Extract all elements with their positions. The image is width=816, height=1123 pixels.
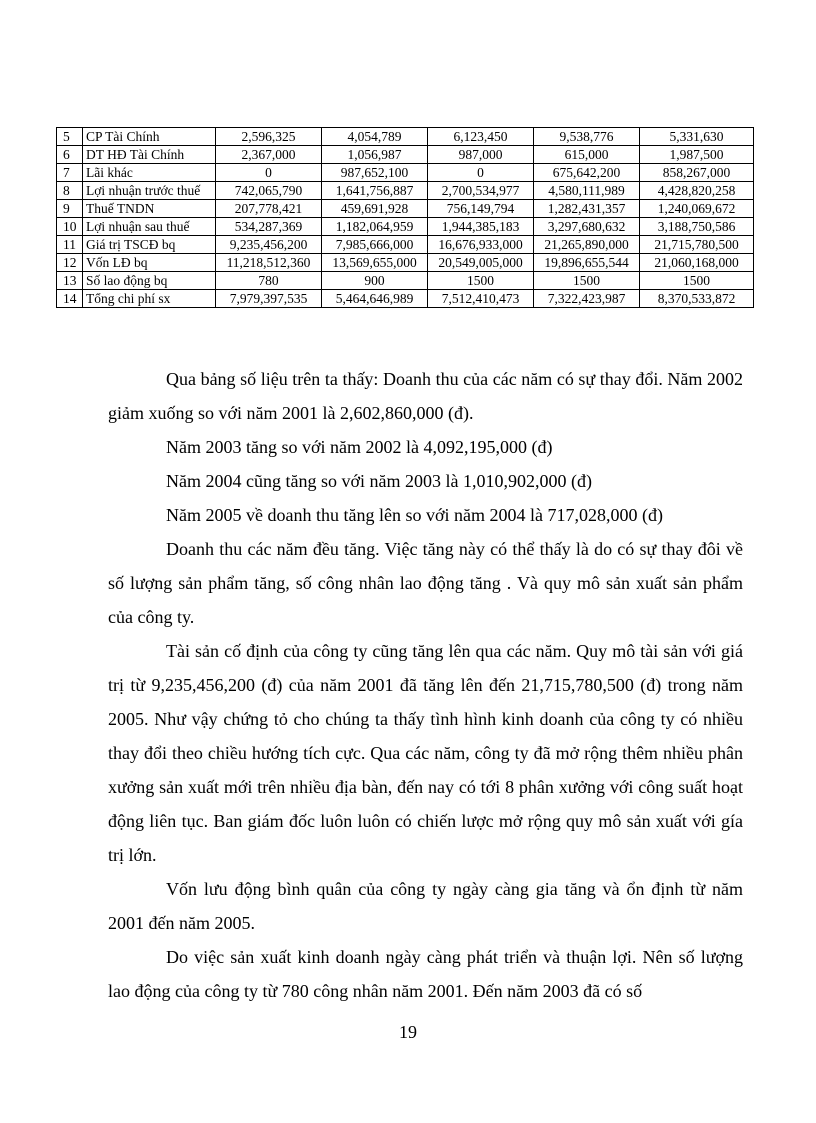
- table-cell-value: 1500: [640, 272, 754, 290]
- row-label: Số lao động bq: [83, 272, 216, 290]
- table-cell-value: 7,985,666,000: [322, 236, 428, 254]
- table-cell-value: 16,676,933,000: [428, 236, 534, 254]
- table-cell-value: 3,297,680,632: [534, 218, 640, 236]
- table-cell-value: 900: [322, 272, 428, 290]
- table-cell-value: 21,060,168,000: [640, 254, 754, 272]
- body-text: [108, 362, 743, 1008]
- table-cell-value: 7,322,423,987: [534, 290, 640, 308]
- table-cell-value: 987,000: [428, 146, 534, 164]
- table-cell-value: 7,512,410,473: [428, 290, 534, 308]
- paragraph: Vốn lưu động bình quân của công ty ngày càng gia tăng và ổn định từ năm 2001 đến năm 2005.: [108, 879, 743, 933]
- row-label: CP Tài Chính: [83, 128, 216, 146]
- table-cell-value: 21,715,780,500: [640, 236, 754, 254]
- row-number: 11: [57, 236, 83, 254]
- row-number: 14: [57, 290, 83, 308]
- row-number: 8: [57, 182, 83, 200]
- table-cell-value: 5,464,646,989: [322, 290, 428, 308]
- table-cell-value: 615,000: [534, 146, 640, 164]
- table-cell-value: 1,240,069,672: [640, 200, 754, 218]
- table-cell-value: 756,149,794: [428, 200, 534, 218]
- table-cell-value: 987,652,100: [322, 164, 428, 182]
- row-number: 12: [57, 254, 83, 272]
- table-cell-value: 11,218,512,360: [216, 254, 322, 272]
- table-cell-value: 6,123,450: [428, 128, 534, 146]
- table-cell-value: 1,944,385,183: [428, 218, 534, 236]
- table-cell-value: 1,641,756,887: [322, 182, 428, 200]
- table-cell-value: 9,235,456,200: [216, 236, 322, 254]
- table-cell-value: 534,287,369: [216, 218, 322, 236]
- table-cell-value: 459,691,928: [322, 200, 428, 218]
- table-cell-value: 1,182,064,959: [322, 218, 428, 236]
- table-cell-value: 7,979,397,535: [216, 290, 322, 308]
- row-number: 9: [57, 200, 83, 218]
- table-cell-value: 0: [428, 164, 534, 182]
- row-label: Lãi khác: [83, 164, 216, 182]
- row-label: Tổng chi phí sx: [83, 290, 216, 308]
- table-cell-value: 207,778,421: [216, 200, 322, 218]
- row-number: 6: [57, 146, 83, 164]
- table-row: [57, 218, 754, 236]
- table-cell-value: 3,188,750,586: [640, 218, 754, 236]
- table-row: [57, 254, 754, 272]
- table-row: [57, 128, 754, 146]
- table-cell-value: 858,267,000: [640, 164, 754, 182]
- table-cell-value: 20,549,005,000: [428, 254, 534, 272]
- financial-table: [56, 127, 754, 308]
- table-cell-value: 13,569,655,000: [322, 254, 428, 272]
- paragraph: Doanh thu các năm đều tăng. Việc tăng này có thể thấy là do có sự thay đôi về số lượng sản phẩm tăng, số công nhân lao động tăng . Và quy mô sản xuất sản phẩm của công ty.: [108, 539, 743, 627]
- paragraph: Năm 2005 về doanh thu tăng lên so với năm 2004 là 717,028,000 (đ): [166, 505, 663, 525]
- table-row: [57, 200, 754, 218]
- table-cell-value: 1,056,987: [322, 146, 428, 164]
- table-cell-value: 2,367,000: [216, 146, 322, 164]
- table-cell-value: 780: [216, 272, 322, 290]
- row-number: 13: [57, 272, 83, 290]
- table-row: [57, 182, 754, 200]
- table-cell-value: 1,282,431,357: [534, 200, 640, 218]
- table-cell-value: 742,065,790: [216, 182, 322, 200]
- table-cell-value: 9,538,776: [534, 128, 640, 146]
- table-cell-value: 2,596,325: [216, 128, 322, 146]
- row-label: DT HĐ Tài Chính: [83, 146, 216, 164]
- table-cell-value: 5,331,630: [640, 128, 754, 146]
- table-cell-value: 1500: [428, 272, 534, 290]
- paragraph: Do việc sản xuất kinh doanh ngày càng phát triển và thuận lợi. Nên số lượng lao động của công ty từ 780 công nhân năm 2001. Đến năm 2003 đã có số: [108, 947, 743, 1001]
- table-cell-value: 0: [216, 164, 322, 182]
- table-row: [57, 164, 754, 182]
- row-number: 5: [57, 128, 83, 146]
- paragraph: Năm 2004 cũng tăng so với năm 2003 là 1,010,902,000 (đ): [166, 471, 592, 491]
- table-row: [57, 236, 754, 254]
- row-label: Lợi nhuận trước thuế: [83, 182, 216, 200]
- table-cell-value: 1500: [534, 272, 640, 290]
- table-cell-value: 21,265,890,000: [534, 236, 640, 254]
- paragraph: Tài sản cố định của công ty cũng tăng lên qua các năm. Quy mô tài sản với giá trị từ 9,235,456,200 (đ) của năm 2001 đã tăng lên đến 21,715,780,500 (đ) trong năm 2005. Như vậy chứng tỏ cho chúng ta thấy tình hình kinh doanh của công ty có nhiều thay đổi theo chiều hướng tích cực. Qua các năm, công ty đã mở rộng thêm nhiều phân xưởng sản xuất mới trên nhiều địa bàn, đến nay có tới 8 phân xưởng với công suất hoạt động liên tục. Ban giám đốc luôn luôn có chiến lược mở rộng quy mô sản xuất với gía trị lớn.: [108, 641, 743, 865]
- table-row: [57, 272, 754, 290]
- table-cell-value: 19,896,655,544: [534, 254, 640, 272]
- row-label: Vốn LĐ bq: [83, 254, 216, 272]
- paragraph: Năm 2003 tăng so với năm 2002 là 4,092,195,000 (đ): [166, 437, 553, 457]
- table-cell-value: 2,700,534,977: [428, 182, 534, 200]
- table-row: [57, 146, 754, 164]
- table-cell-value: 4,580,111,989: [534, 182, 640, 200]
- row-number: 7: [57, 164, 83, 182]
- table-cell-value: 4,054,789: [322, 128, 428, 146]
- table-cell-value: 4,428,820,258: [640, 182, 754, 200]
- row-number: 10: [57, 218, 83, 236]
- row-label: Thuế TNDN: [83, 200, 216, 218]
- paragraph: Qua bảng số liệu trên ta thấy: Doanh thu của các năm có sự thay đổi. Năm 2002 giảm xuống so với năm 2001 là 2,602,860,000 (đ).: [108, 369, 743, 423]
- page-number: 19: [399, 1022, 417, 1042]
- table-cell-value: 8,370,533,872: [640, 290, 754, 308]
- row-label: Giá trị TSCĐ bq: [83, 236, 216, 254]
- table-row: [57, 290, 754, 308]
- table-cell-value: 675,642,200: [534, 164, 640, 182]
- row-label: Lợi nhuận sau thuế: [83, 218, 216, 236]
- table-cell-value: 1,987,500: [640, 146, 754, 164]
